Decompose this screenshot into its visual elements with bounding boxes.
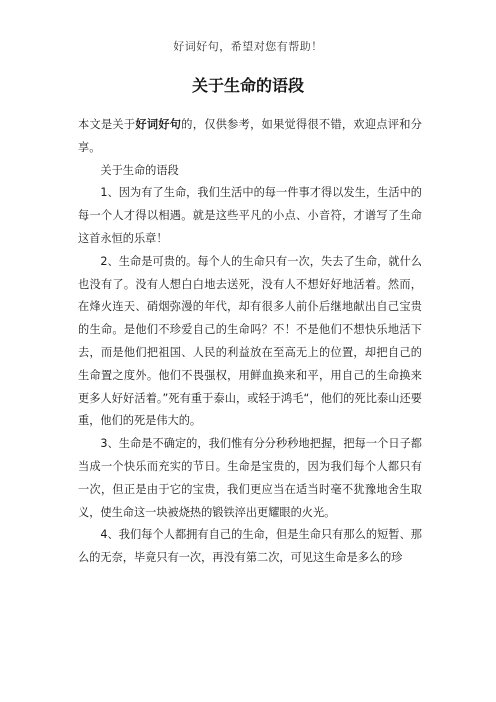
document-body xyxy=(78,114,422,570)
paragraph-2: 2、生命是可贵的。每个人的生命只有一次，失去了生命，就什么也没有了。没有人想白白地去送死，没有人不想好好地活着。然而，在烽火连天、硝烟弥漫的年代，却有很多人前仆后继地献出自己宝贵的生命。是他们不珍爱自己的生命吗？不！不是他们不想快乐地活下去，而是他们把祖国、人民的利益放在至高无上的位置，却把自己的生命置之度外。他们不畏强权，用鲜血换来和平，用自己的生命换来更多人好好活着。”死有重于泰山，或轻于鸿毛“，他们的死比泰山还要重，他们的死是伟大的。 xyxy=(78,254,422,428)
intro-prefix: 本文是关于 xyxy=(78,118,136,131)
paragraph-1: 1、因为有了生命，我们生活中的每一件事才得以发生，生活中的每一个人才得以相遇。就是这些平凡的小点、小音符，才谱写了生命这首永恒的乐章！ xyxy=(78,186,422,245)
header-note: 好词好句，希望对您有帮助！ xyxy=(173,40,323,53)
section-heading: 关于生命的语段 xyxy=(100,163,179,177)
intro-paragraph xyxy=(78,114,422,160)
paragraph-4: 4、我们每个人都拥有自己的生命，但是生命只有那么的短暂、那么的无奈，毕竟只有一次，再没有第二次，可见这生命是多么的珍 xyxy=(78,528,422,565)
document-title: 关于生命的语段 xyxy=(191,76,304,95)
intro-highlight: 好词好句 xyxy=(135,118,182,131)
intro-suffix: 的，仅供参考，如果觉得很不错，欢迎点评和分享。 xyxy=(78,118,422,154)
paragraph-3: 3、生命是不确定的，我们惟有分分秒秒地把握，把每一个日子都当成一个快乐而充实的节日。生命是宝贵的，因为我们每个人都只有一次，但正是由于它的宝贵，我们更应当在适当时毫不犹豫地舍生取义，使生命这一块被烧热的锻铁淬出更耀眼的火光。 xyxy=(78,437,422,519)
